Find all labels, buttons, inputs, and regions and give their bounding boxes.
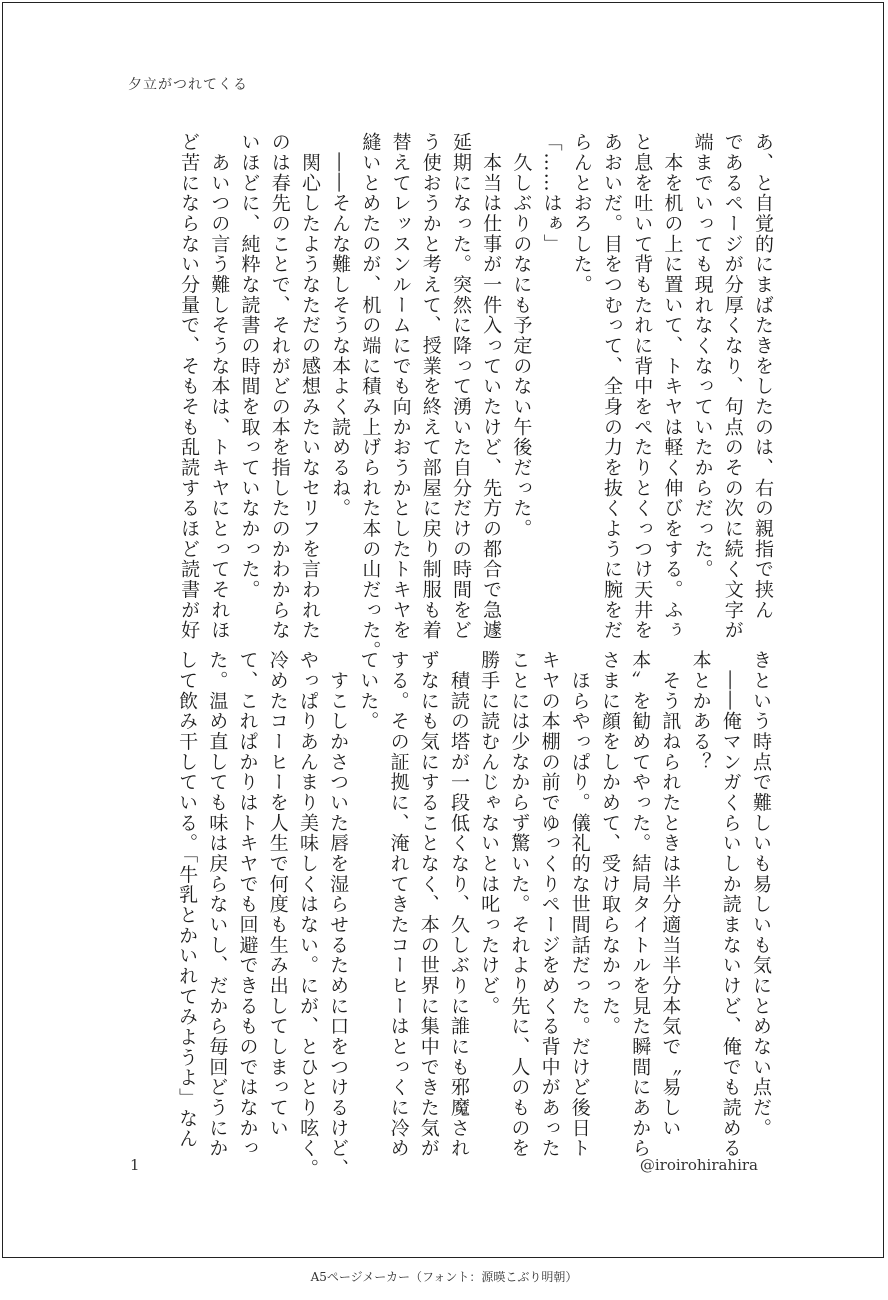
running-title: 夕立がつれてくる: [128, 77, 248, 93]
body-text-upper: あ、と自覚的にまばたきをしたのは、右の親指で挟ん であるページが分厚くなり、句点のその次に続く文字が 端までいっても現れなくなっていたからだった。 本を机の上に置いて、トキヤは軽く伸びをする。ふぅ と息を吐いて背もたれに背中をぺたりとくっつけ天井を あおいだ。目をつむって、全身の力を抜くように腕をだ らんとおろした。 「……はぁ」 久しぶりのなにも予定のない午後だった。 本当は仕事が一件入っていたけど、先方の都合で急遽 延期になった。突然に降って湧いた自分だけの時間をど う使おうかと考えて、授業を終えて部屋に戻り制服も着 替えてレッスンルームにでも向かおうかとしたトキヤを 縫いとめたのが、机の端に積み上げられた本の山だった。 ――そんな難しそうな本よく読めるね。 関心したようなただの感想みたいなセリフを言われた のは春先のことで、それがどの本を指したのかわからな いほどに、純粋な読書の時間を取っていなかった。 あいつの言う難しそうな本は、トキヤにとってそれほ ど苦にならない分量で、そもそも乱読するほど読書が好: [178, 132, 774, 661]
author-handle: @iroirohirahira: [639, 1156, 758, 1174]
footer-caption: A5ページメーカー（フォント：源暎こぶり明朝）: [310, 1270, 578, 1284]
page-number: 1: [130, 1156, 140, 1174]
body-text-lower: きという時点で難しいも易しいも気にとめない点だ。 ――俺マンガくらいしか読まないけど、俺でも読める 本とかある？ そう訊ねられたときは半分適当半分本気で〝易しい 本〟を勧めてやった。結局タイトルを見た瞬間にあから さまに顔をしかめて、受け取らなかった。 ほらやっぱり。儀礼的な世間話だった。だけど後日ト キヤの本棚の前でゆっくりページをめくる背中があった ことには少なからず驚いた。それより先に、人のものを 勝手に読むんじゃないとは叱ったけど。 積読の塔が一段低くなり、久しぶりに誰にも邪魔され ずなにも気にすることなく、本の世界に集中できた気が する。その証拠に、淹れてきたコーヒーはとっくに冷め ていた。 すこしかさついた唇を湿らせるために口をつけるけど、 やっぱりあんまり美味しくはない。にが、とひとり呟く。 冷めたコーヒーを人生で何度も生み出してしまってい て、これぱかりはトキヤでも回避できるものではなかっ た。温め直しても味は戻らないし、だから毎回どうにか して飲み干している。「牛乳とかいれてみようよ」なん: [176, 650, 772, 1179]
